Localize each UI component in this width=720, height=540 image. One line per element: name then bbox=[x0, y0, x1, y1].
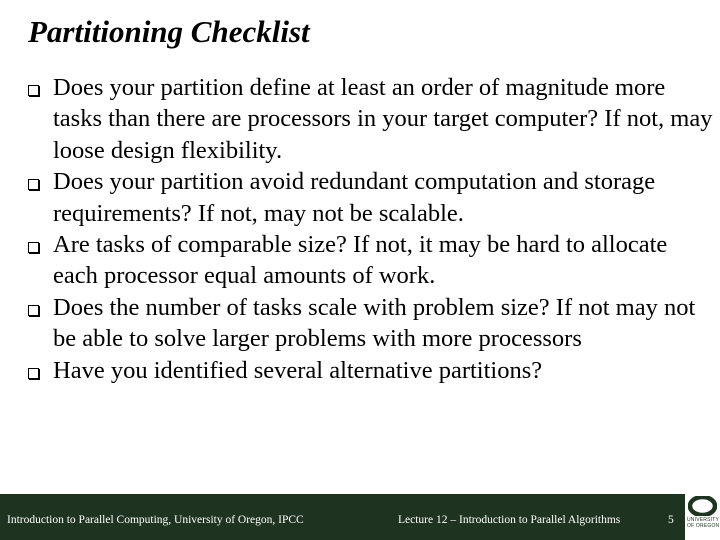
bullet-list bbox=[28, 72, 718, 386]
slide-title: Partitioning Checklist bbox=[28, 14, 310, 49]
bullet-item bbox=[28, 355, 718, 386]
bullet-item bbox=[28, 292, 718, 355]
checkbox-bullet-icon bbox=[28, 368, 39, 379]
bullet-text: Does your partition define at least an order of magnitude more tasks than there are processors in your target computer? If not, may loose design flexibility. bbox=[53, 74, 713, 164]
page-number: 5 bbox=[668, 514, 674, 526]
bullet-text: Are tasks of comparable size? If not, it may be hard to allocate each processor equal amounts of work. bbox=[53, 231, 668, 290]
bullet-text: Does your partition avoid redundant computation and storage requirements? If not, may not be scalable. bbox=[53, 168, 656, 227]
checkbox-bullet-icon bbox=[28, 305, 39, 316]
logo-text: UNIVERSITY OF OREGON bbox=[687, 517, 720, 529]
university-logo bbox=[685, 494, 720, 540]
footer-bar bbox=[0, 494, 685, 540]
checkbox-bullet-icon bbox=[28, 179, 39, 190]
university-of-oregon-o-icon bbox=[688, 496, 717, 516]
bullet-text: Does the number of tasks scale with problem size? If not may not be able to solve larger problems with more processors bbox=[53, 293, 696, 353]
bullet-item bbox=[28, 229, 718, 292]
footer-lecture-text: Lecture 12 – Introduction to Parallel Algorithms bbox=[398, 514, 621, 526]
bullet-item bbox=[28, 166, 718, 229]
footer-course-text: Introduction to Parallel Computing, University of Oregon, IPCC bbox=[7, 514, 304, 526]
checkbox-bullet-icon bbox=[28, 85, 39, 96]
checkbox-bullet-icon bbox=[28, 242, 39, 253]
bullet-item bbox=[28, 72, 718, 166]
bullet-text: Have you identified several alternative partitions? bbox=[53, 356, 543, 384]
